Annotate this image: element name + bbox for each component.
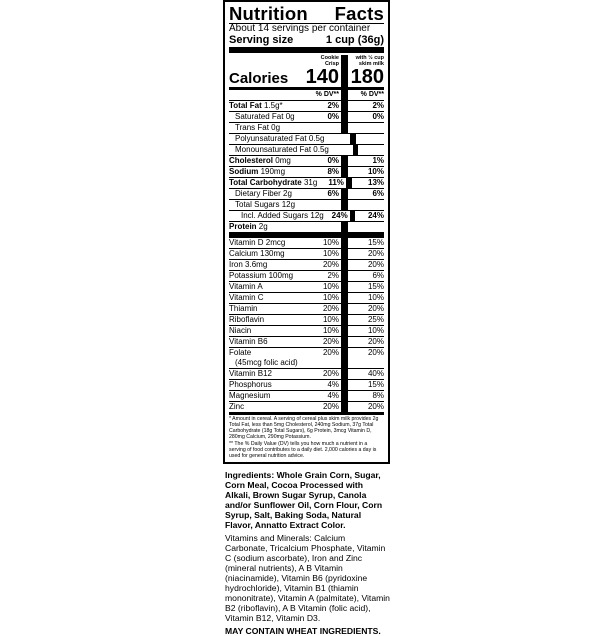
dv-with-milk: 0%: [372, 111, 384, 121]
nutrient-amount: 0mg: [275, 155, 291, 165]
nutrient-row: [229, 123, 384, 133]
vitamin-row: [229, 348, 384, 358]
dv-with-milk: 8%: [372, 390, 384, 400]
nutrient-row: [229, 211, 384, 221]
dv-cereal: 10%: [322, 248, 339, 258]
dv-with-milk: 20%: [367, 248, 384, 258]
dv-with-milk: 20%: [367, 303, 384, 313]
nutrient-name: Niacin: [229, 325, 252, 335]
nutrient-amount: 0.5g: [308, 133, 325, 143]
vitamin-row: [229, 391, 384, 401]
nutrient-row: [229, 189, 384, 199]
calories-row: Calories 140 180: [229, 65, 384, 88]
nutrient-list: [229, 101, 384, 232]
vitamin-row: [229, 271, 384, 281]
dv-with-milk: 25%: [367, 314, 384, 324]
dv-header-row: % DV** % DV**: [315, 90, 384, 98]
nutrient-row: [229, 134, 384, 144]
dv-cereal: 20%: [322, 303, 339, 313]
servings-per-container: About 14 servings per container: [229, 23, 371, 34]
dv-with-milk: 20%: [367, 347, 384, 357]
nutrient-name: Vitamin D: [229, 237, 264, 247]
calories-with-milk: 180: [350, 65, 384, 88]
dv-with-milk: 40%: [367, 368, 384, 378]
nutrient-name: Folate: [229, 347, 252, 357]
nutrient-name: Cholesterol: [229, 155, 274, 165]
nutrient-amount: 190mg: [260, 166, 286, 176]
calories-cereal: 140: [305, 65, 339, 88]
vitamin-row: [229, 402, 384, 412]
nutrient-name: Total Carbohydrate: [229, 177, 302, 187]
nutrient-row: [229, 222, 384, 232]
vitamin-row: [229, 238, 384, 248]
vitamin-row: [229, 315, 384, 325]
dv-cereal: 8%: [327, 166, 339, 176]
nutrition-facts-label: [223, 0, 390, 464]
nutrient-name: Calcium: [229, 248, 258, 258]
vitamin-row: [229, 380, 384, 390]
ingredients-section: [223, 470, 390, 636]
nutrient-name: Magnesium: [229, 390, 271, 400]
vitamin-row: [229, 337, 384, 347]
nutrient-amount: 12g: [281, 199, 296, 209]
dv-cereal: 24%: [331, 210, 348, 220]
nutrient-name: Polyunsaturated Fat: [235, 133, 307, 143]
dv-with-milk: 24%: [367, 210, 384, 220]
dv-cereal: 4%: [327, 390, 339, 400]
nutrient-name: Incl. Added Sugars: [241, 210, 309, 220]
dv-cereal: 0%: [327, 155, 339, 165]
dv-cereal: 0%: [327, 111, 339, 121]
dv-with-milk: 1%: [372, 155, 384, 165]
nutrient-name: Protein: [229, 221, 257, 231]
dv-with-milk: 10%: [367, 325, 384, 335]
nutrient-amount: 3.6mg: [245, 259, 268, 269]
label-footnotes: [229, 415, 384, 462]
allergen-statement: MAY CONTAIN WHEAT INGREDIENTS.: [225, 625, 381, 636]
nutrient-amount: 31g: [303, 177, 318, 187]
nutrient-name: Potassium: [229, 270, 267, 280]
dv-cereal: 10%: [322, 237, 339, 247]
nutrient-row: [229, 101, 384, 111]
dv-with-milk: 20%: [367, 259, 384, 269]
dv-with-milk: 15%: [367, 281, 384, 291]
dv-with-milk: 10%: [367, 292, 384, 302]
dv-cereal: 10%: [322, 325, 339, 335]
nutrient-row: [229, 112, 384, 122]
dv-cereal: 6%: [327, 188, 339, 198]
vitamin-row: [229, 260, 384, 270]
vitamin-row: [229, 249, 384, 259]
nutrient-amount: 12g: [310, 210, 324, 220]
dv-cereal: 20%: [322, 368, 339, 378]
nutrition-panel: [223, 0, 390, 636]
nutrient-name: Riboflavin: [229, 314, 265, 324]
nutrient-name: Zinc: [229, 401, 245, 411]
nutrient-row: [229, 167, 384, 177]
column-header-with-milk: with ½ cup skim milk: [355, 54, 384, 67]
nutrient-amount: 2g: [283, 188, 292, 198]
nutrient-row: [229, 200, 384, 210]
nutrient-name: Vitamin B6: [229, 336, 268, 346]
nutrient-name: Dietary Fiber: [235, 188, 281, 198]
nutrient-amount: 0g: [271, 122, 281, 132]
nutrient-name: Trans Fat: [235, 122, 269, 132]
nutrient-amount: 2mcg: [265, 237, 286, 247]
nutrient-amount: 100mg: [268, 270, 294, 280]
dv-cereal: 10%: [322, 314, 339, 324]
nutrient-row: [229, 178, 384, 188]
column-header-cereal: Cookie Crisp: [320, 54, 339, 67]
vitamin-row: [229, 293, 384, 303]
dv-cereal: 11%: [328, 177, 344, 187]
dv-with-milk: 6%: [372, 188, 384, 198]
dv-with-milk: 15%: [367, 237, 384, 247]
footnote-amount: * Amount in cereal. A serving of cereal plus skim milk provides 2g Total Fat, less than 5mg Cholesterol, 240mg Sodium, 37g Total Carbohydrate (18g Total Sugars), 6g Protein, 3mcg Vitamin D, 280mg Calcium, 290mg Potassium.: [229, 415, 379, 440]
nutrient-name: (45mcg folic acid): [235, 357, 298, 367]
nutrient-name: Vitamin C: [229, 292, 264, 302]
dv-with-milk: 20%: [367, 401, 384, 411]
column-headers: [229, 53, 384, 67]
dv-cereal: 20%: [322, 259, 339, 269]
nutrient-name: Monounsaturated Fat: [235, 144, 312, 154]
nutrient-amount: 1.5g*: [263, 100, 283, 110]
dv-cereal: 10%: [322, 281, 339, 291]
nutrient-amount: 2g: [258, 221, 268, 231]
dv-cereal: 10%: [322, 292, 339, 302]
vitamin-list: [229, 238, 384, 412]
nutrient-name: Phosphorus: [229, 379, 272, 389]
vitamins-minerals-text: Vitamins and Minerals: Calcium Carbonate, Tricalcium Phosphate, Vitamin C (sodium ascorbate), Iron and Zinc (mineral nutrients), A B Vitamin (niacinamide), Vitamin B6 (pyridoxine hydrochloride), Vitamin B1 (thiamin mononitrate), Vitamin A (palmitate), Vitamin B2 (riboflavin), A B Vitamin (folic acid), Vitamin B12, Vitamin D3.: [225, 532, 390, 623]
dv-cereal: 2%: [327, 270, 339, 280]
label-title: Nutrition Facts: [229, 3, 384, 24]
serving-size: Serving size 1 cup (36g): [229, 33, 384, 46]
vitamin-row: [229, 358, 384, 368]
nutrient-row: [229, 145, 384, 155]
vitamin-row: [229, 304, 384, 314]
dv-with-milk: 2%: [372, 100, 384, 110]
dv-with-milk: 6%: [372, 270, 384, 280]
nutrient-amount: 0g: [285, 111, 295, 121]
vitamin-row: [229, 326, 384, 336]
dv-with-milk: 10%: [367, 166, 384, 176]
nutrient-name: Vitamin A: [229, 281, 263, 291]
dv-with-milk: 15%: [367, 379, 384, 389]
nutrient-name: Total Sugars: [235, 199, 280, 209]
nutrient-name: Thiamin: [229, 303, 258, 313]
vitamin-row: [229, 282, 384, 292]
dv-with-milk: 20%: [367, 336, 384, 346]
dv-cereal: 20%: [322, 347, 339, 357]
dv-with-milk: 13%: [368, 177, 385, 187]
nutrient-name: Total Fat: [229, 100, 262, 110]
nutrient-name: Saturated Fat: [235, 111, 284, 121]
nutrient-name: Iron: [229, 259, 243, 269]
ingredients-text: Ingredients: Whole Grain Corn, Sugar, Corn Meal, Cocoa Processed with Alkali, Brown Sugar Syrup, Canola and/or Sunflower Oil, Corn Flour, Corn Syrup, Salt, Baking Soda, Natural Flavor, Annatto Extract Color.: [225, 469, 383, 530]
nutrient-amount: 130mg: [260, 248, 285, 258]
nutrient-name: Sodium: [229, 166, 259, 176]
vitamin-row: [229, 369, 384, 379]
nutrient-name: Vitamin B12: [229, 368, 272, 378]
nutrient-amount: 0.5g: [313, 144, 329, 154]
dv-cereal: 2%: [327, 100, 339, 110]
dv-cereal: 20%: [322, 401, 339, 411]
footnote-daily-value: ** The % Daily Value (DV) tells you how much a nutrient in a serving of food contributes to a daily diet. 2,000 calories a day is used for general nutrition advice.: [229, 440, 377, 459]
dv-cereal: 4%: [327, 379, 339, 389]
dv-cereal: 20%: [322, 336, 339, 346]
nutrient-row: [229, 156, 384, 166]
